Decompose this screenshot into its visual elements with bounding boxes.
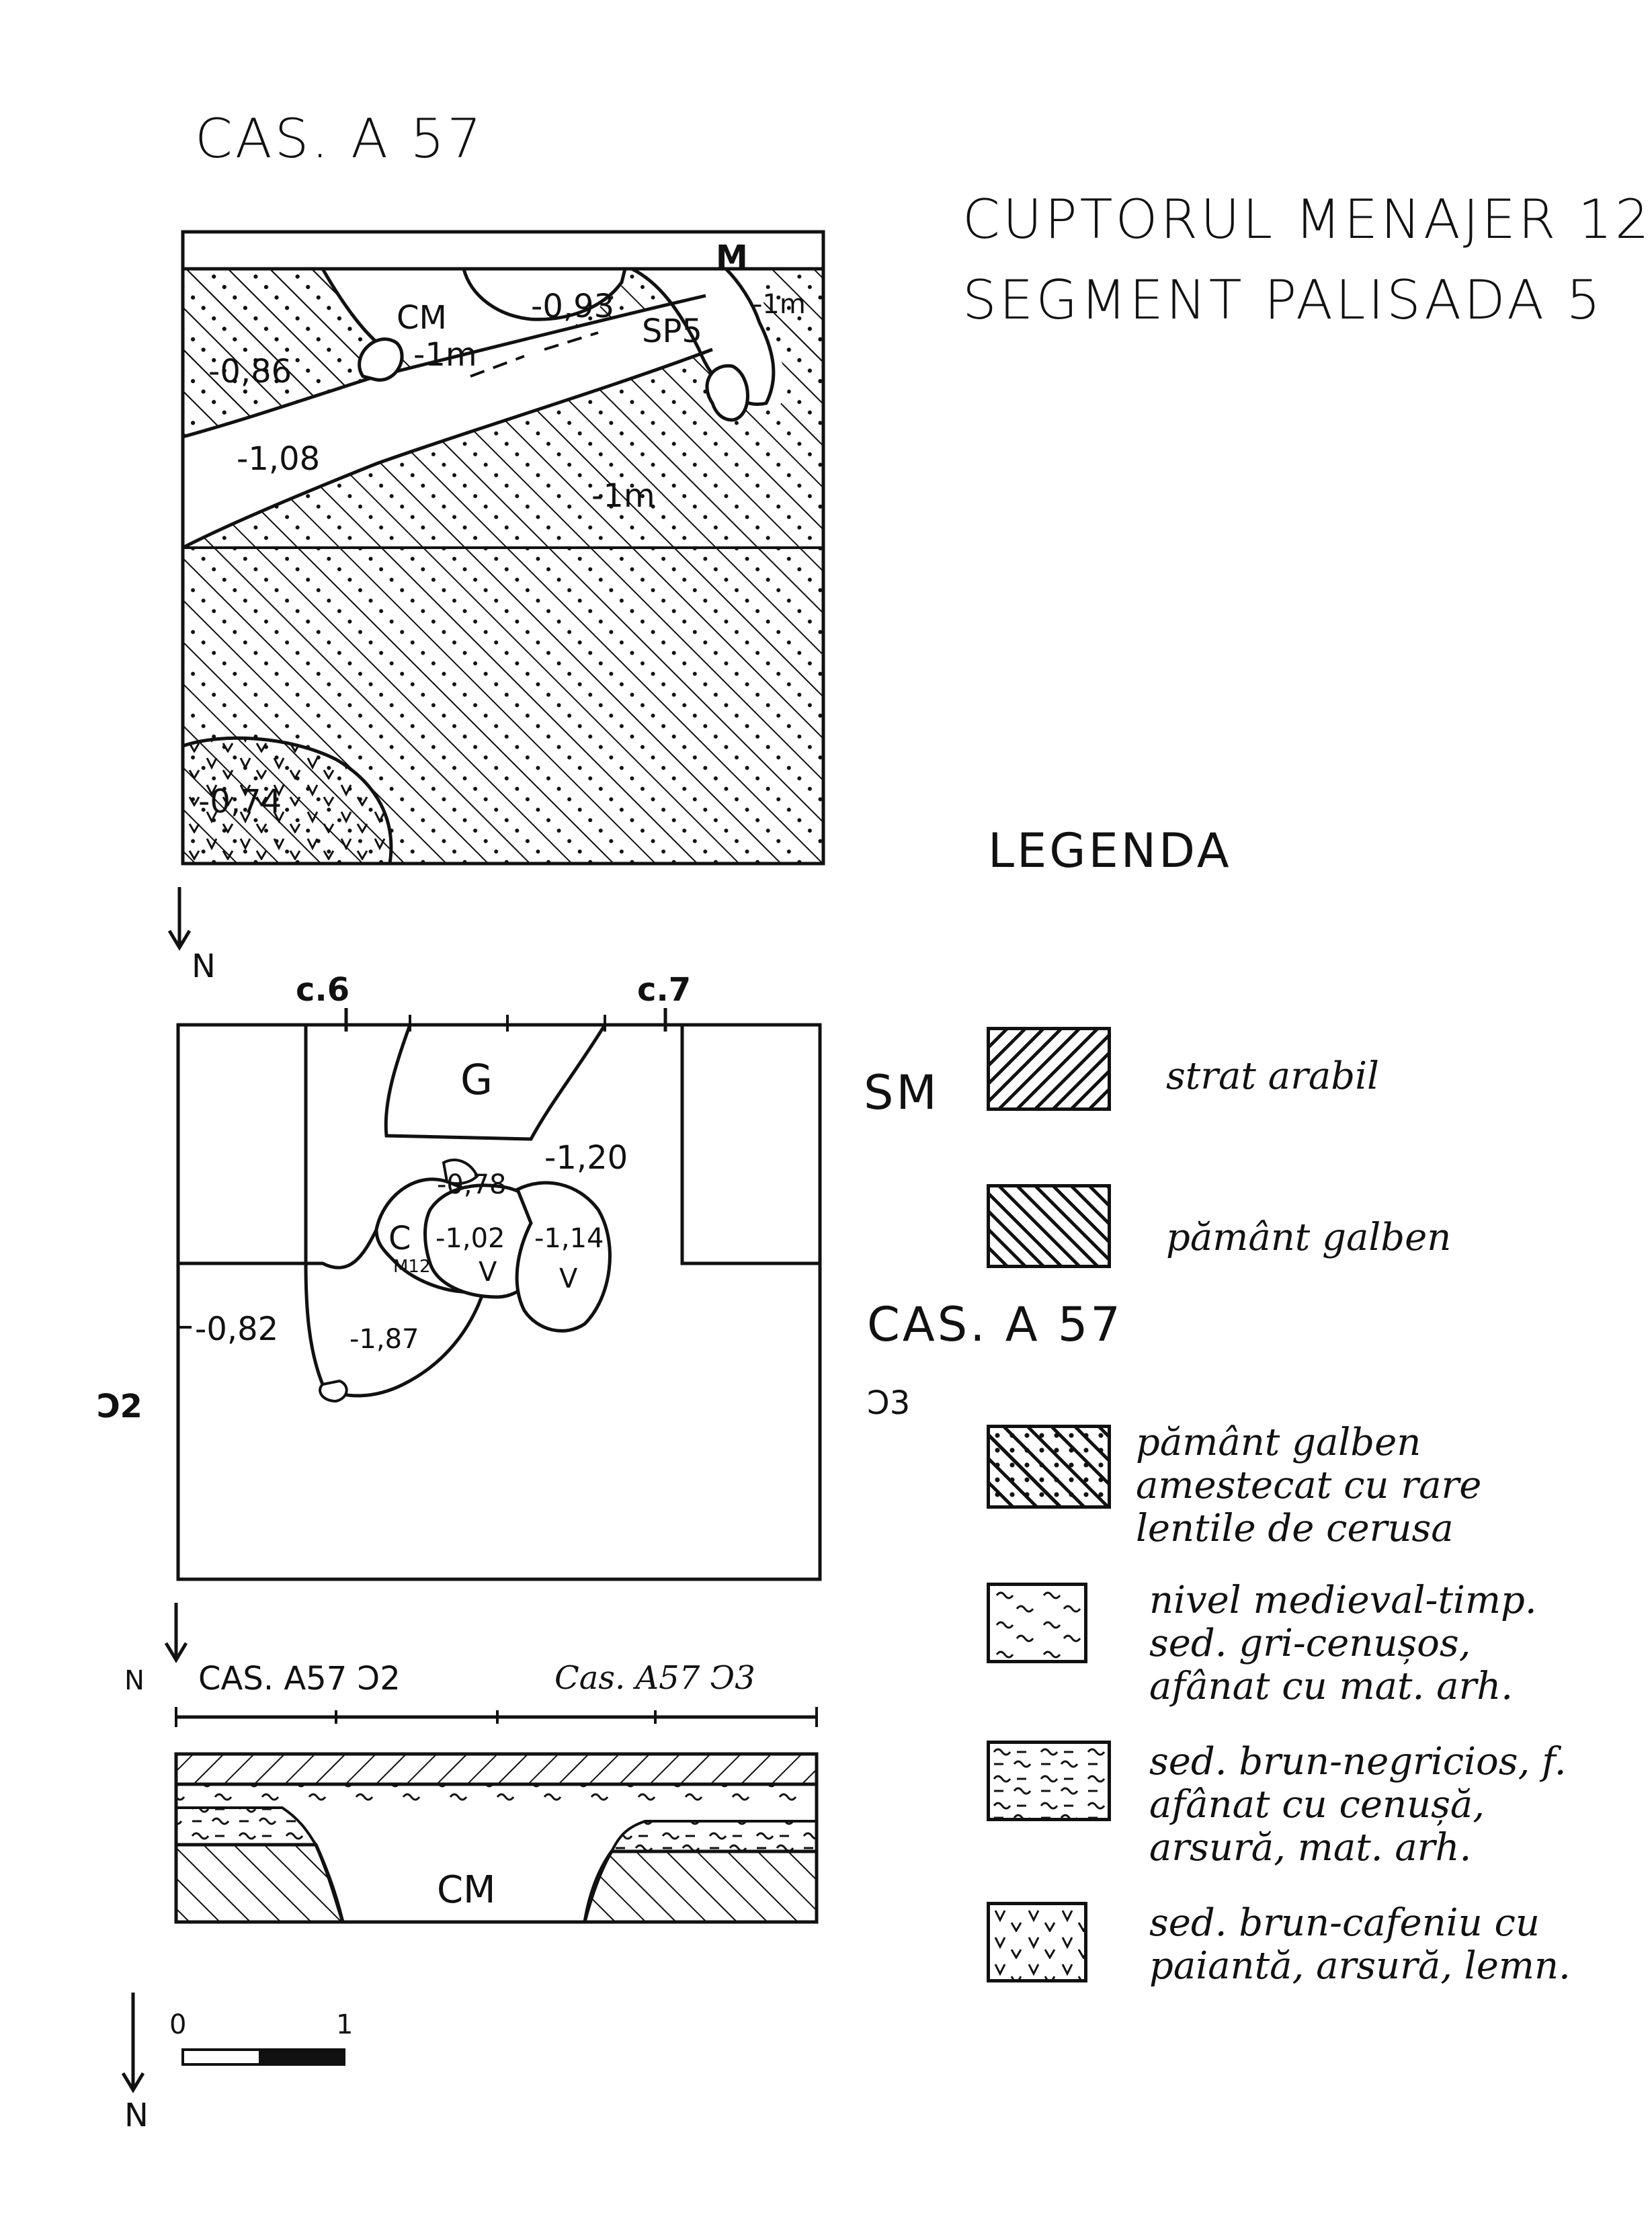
vee-pattern-icon	[990, 1905, 1084, 1979]
legend-text-brown-black: sed. brun-negricios, f. afânat cu cenușă, arsură, mat. arh.	[1149, 1740, 1567, 1870]
wave-dash-icon	[990, 1744, 1108, 1818]
label-c7: c.7	[637, 971, 692, 1009]
title-line-1: CUPTORUL MENAJER 12	[962, 188, 1652, 251]
label-g: G	[460, 1055, 493, 1104]
label-cm-depth: -1m	[413, 336, 477, 374]
legend-text-yellow-cerusa: pământ galben amestecat cu rare lentile de cerusa	[1136, 1421, 1482, 1550]
label-depth-093: -0,93	[531, 288, 615, 325]
label-depth-120: -1,20	[544, 1139, 628, 1177]
label-sm: SM	[864, 1065, 940, 1120]
site-label: CAS. A 57	[195, 108, 485, 170]
label-depth-1m-mid: -1m	[591, 477, 655, 515]
section-title-left: CAS. A57 Ͻ2	[198, 1660, 401, 1698]
label-square-3: Ͻ3	[867, 1384, 911, 1422]
top-plan	[183, 232, 823, 864]
legend-swatch-arable	[987, 1027, 1111, 1111]
legend-swatch-yellow-cerusa	[987, 1425, 1111, 1509]
legend-swatch-brown-black	[987, 1741, 1111, 1821]
label-sp5: SP5	[642, 312, 702, 350]
label-c6: c.6	[296, 971, 350, 1009]
label-cas-lower: CAS. A 57	[867, 1297, 1123, 1352]
legend-title: LEGENDA	[988, 823, 1232, 878]
label-v-2: V	[559, 1263, 578, 1294]
section-label-cm: CM	[437, 1868, 496, 1912]
label-depth-108: -1,08	[237, 440, 321, 478]
label-depth-102: -1,02	[436, 1223, 505, 1254]
label-square-2: Ͻ2	[97, 1388, 142, 1425]
north-label-top: N	[192, 948, 216, 985]
legend-text-medieval: nivel medieval-timp. sed. gri-cenușos, afânat cu mat. arh.	[1149, 1579, 1537, 1708]
legend-text-arable: strat arabil	[1166, 1054, 1379, 1098]
scale-one: 1	[336, 2009, 354, 2040]
legend-swatch-medieval	[987, 1583, 1087, 1663]
legend-text-brown-cafe: sed. brun-cafeniu cu paiantă, arsură, lemn.	[1149, 1901, 1571, 1988]
north-label-section: N	[124, 1665, 144, 1696]
middle-plan	[178, 1008, 820, 1579]
label-depth-187: -1,87	[349, 1324, 419, 1355]
label-depth-074: -0,74	[198, 783, 282, 821]
title-line-2: SEGMENT PALISADA 5	[962, 269, 1604, 331]
label-depth-078: -0,78	[437, 1169, 507, 1200]
wave-icon	[990, 1586, 1084, 1660]
label-depth-082: -0,82	[195, 1310, 279, 1348]
legend-swatch-brown-cafe	[987, 1902, 1087, 1982]
scale-bar	[183, 2050, 344, 2064]
label-cm: CM	[397, 299, 447, 337]
label-c: C	[388, 1220, 411, 1257]
north-arrow-middle	[166, 1603, 186, 1660]
north-arrow-bottom	[123, 1993, 143, 2090]
label-depth-1m-right: -1m	[753, 289, 806, 320]
label-m12: M12	[393, 1257, 431, 1277]
scale-zero: 0	[169, 2009, 187, 2040]
section-profile	[176, 1707, 817, 1922]
north-label-bottom: N	[124, 2097, 149, 2134]
legend-swatch-yellow-earth	[987, 1184, 1111, 1268]
label-depth-114: -1,14	[534, 1223, 604, 1254]
label-m: M	[716, 239, 748, 276]
section-title-right: Cas. A57 Ͻ3	[554, 1659, 755, 1697]
north-arrow-top	[169, 887, 190, 948]
label-depth-086: -0,86	[208, 353, 292, 390]
legend-text-yellow-earth: pământ galben	[1166, 1216, 1452, 1259]
label-v-1: V	[479, 1257, 497, 1288]
